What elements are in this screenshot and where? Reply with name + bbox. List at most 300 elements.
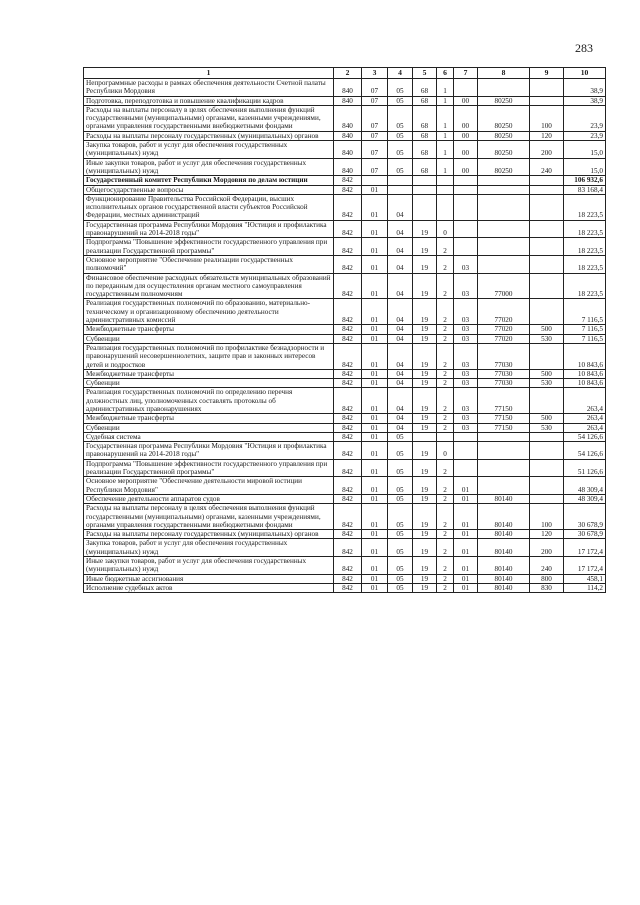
- activity-cell: 01: [454, 583, 478, 592]
- direction-cell: 77020: [478, 334, 530, 343]
- program-cell: 19: [413, 414, 437, 423]
- subprogram-cell: [437, 185, 454, 194]
- subprogram-cell: [437, 432, 454, 441]
- subprogram-cell: 1: [437, 96, 454, 105]
- subprogram-cell: 2: [437, 334, 454, 343]
- direction-cell: 80250: [478, 105, 530, 131]
- expense-type-cell: [530, 79, 564, 97]
- row-name-cell: Функционирование Правительства Российской Федерации, высших исполнительных органов государственной власти субъектов Российской Федерации, местных администраций: [84, 194, 334, 220]
- expense-type-cell: [530, 494, 564, 503]
- table-row: [84, 494, 606, 503]
- table-row: [84, 442, 606, 460]
- table-row: [84, 185, 606, 194]
- direction-cell: 77150: [478, 423, 530, 432]
- section-cell: 01: [362, 539, 388, 557]
- amount-cell: 10 843,6: [564, 369, 606, 378]
- amount-cell: 7 116,5: [564, 299, 606, 325]
- section-cell: 01: [362, 423, 388, 432]
- subsection-cell: 05: [388, 530, 413, 539]
- table-row: [84, 583, 606, 592]
- activity-cell: 03: [454, 414, 478, 423]
- row-name-cell: Государственная программа Республики Мордовия "Юстиция и профилактика правонарушений на 2014-2018 годы": [84, 442, 334, 460]
- program-cell: 19: [413, 423, 437, 432]
- header-cell: 1: [84, 68, 334, 79]
- budget-table: [83, 67, 606, 593]
- direction-cell: 80140: [478, 539, 530, 557]
- table-row: [84, 477, 606, 495]
- program-cell: 19: [413, 379, 437, 388]
- expense-type-cell: [530, 459, 564, 477]
- amount-cell: 263,4: [564, 423, 606, 432]
- activity-cell: [454, 194, 478, 220]
- table-row: [84, 557, 606, 575]
- section-cell: 01: [362, 477, 388, 495]
- subsection-cell: 04: [388, 369, 413, 378]
- header-cell: 8: [478, 68, 530, 79]
- gov-code-cell: 842: [334, 220, 362, 238]
- gov-code-cell: 840: [334, 158, 362, 176]
- header-row: [84, 68, 606, 79]
- direction-cell: 80250: [478, 158, 530, 176]
- table-body: [84, 79, 606, 593]
- activity-cell: 01: [454, 574, 478, 583]
- amount-cell: 18 223,5: [564, 255, 606, 273]
- activity-cell: 03: [454, 369, 478, 378]
- subsection-cell: 05: [388, 574, 413, 583]
- subprogram-cell: 2: [437, 459, 454, 477]
- program-cell: 19: [413, 504, 437, 530]
- gov-code-cell: 842: [334, 325, 362, 334]
- activity-cell: 00: [454, 96, 478, 105]
- subsection-cell: 05: [388, 96, 413, 105]
- subprogram-cell: 2: [437, 388, 454, 414]
- amount-cell: 38,9: [564, 96, 606, 105]
- amount-cell: 263,4: [564, 388, 606, 414]
- table-row: [84, 334, 606, 343]
- subsection-cell: 05: [388, 158, 413, 176]
- row-name-cell: Основное мероприятие "Обеспечение реализации государственных полномочий": [84, 255, 334, 273]
- program-cell: 19: [413, 334, 437, 343]
- direction-cell: 80140: [478, 504, 530, 530]
- row-name-cell: Иные бюджетные ассигнования: [84, 574, 334, 583]
- table-row: [84, 539, 606, 557]
- program-cell: 19: [413, 557, 437, 575]
- section-cell: 07: [362, 141, 388, 159]
- section-cell: 01: [362, 379, 388, 388]
- gov-code-cell: 840: [334, 131, 362, 140]
- gov-code-cell: 842: [334, 574, 362, 583]
- row-name-cell: Подпрограмма "Повышение эффективности государственного управления при реализации Государственной программы": [84, 459, 334, 477]
- gov-code-cell: 842: [334, 583, 362, 592]
- activity-cell: [454, 220, 478, 238]
- subsection-cell: 05: [388, 131, 413, 140]
- direction-cell: [478, 477, 530, 495]
- direction-cell: 77000: [478, 273, 530, 299]
- section-cell: 01: [362, 299, 388, 325]
- row-name-cell: Непрограммные расходы в рамках обеспечения деятельности Счетной палаты Республики Мордовия: [84, 79, 334, 97]
- activity-cell: 01: [454, 494, 478, 503]
- expense-type-cell: [530, 220, 564, 238]
- header-cell: 5: [413, 68, 437, 79]
- subprogram-cell: 2: [437, 369, 454, 378]
- gov-code-cell: 842: [334, 273, 362, 299]
- section-cell: 07: [362, 105, 388, 131]
- expense-type-cell: 830: [530, 583, 564, 592]
- table-row: [84, 530, 606, 539]
- expense-type-cell: 530: [530, 334, 564, 343]
- program-cell: 19: [413, 343, 437, 369]
- subsection-cell: 05: [388, 539, 413, 557]
- amount-cell: 15,0: [564, 141, 606, 159]
- section-cell: 07: [362, 158, 388, 176]
- activity-cell: 03: [454, 273, 478, 299]
- program-cell: 19: [413, 255, 437, 273]
- table-row: [84, 141, 606, 159]
- activity-cell: 00: [454, 141, 478, 159]
- row-name-cell: Расходы на выплаты персоналу государственных (муниципальных) органов: [84, 131, 334, 140]
- subprogram-cell: 1: [437, 158, 454, 176]
- section-cell: 07: [362, 96, 388, 105]
- program-cell: 68: [413, 79, 437, 97]
- program-cell: [413, 185, 437, 194]
- activity-cell: 01: [454, 530, 478, 539]
- gov-code-cell: 842: [334, 194, 362, 220]
- row-name-cell: Государственный комитет Республики Мордовия по делам юстиции: [84, 176, 334, 185]
- subprogram-cell: 1: [437, 131, 454, 140]
- section-cell: 01: [362, 343, 388, 369]
- direction-cell: 80140: [478, 494, 530, 503]
- subsection-cell: 04: [388, 194, 413, 220]
- amount-cell: 18 223,5: [564, 238, 606, 256]
- section-cell: 01: [362, 557, 388, 575]
- activity-cell: 03: [454, 334, 478, 343]
- row-name-cell: Межбюджетные трансферты: [84, 325, 334, 334]
- activity-cell: 01: [454, 504, 478, 530]
- amount-cell: 17 172,4: [564, 539, 606, 557]
- subprogram-cell: 2: [437, 574, 454, 583]
- table-row: [84, 96, 606, 105]
- row-name-cell: Иные закупки товаров, работ и услуг для обеспечения государственных (муниципальных) нужд: [84, 557, 334, 575]
- section-cell: 01: [362, 220, 388, 238]
- section-cell: 07: [362, 79, 388, 97]
- expense-type-cell: 200: [530, 141, 564, 159]
- row-name-cell: Иные закупки товаров, работ и услуг для обеспечения государственных (муниципальных) нужд: [84, 158, 334, 176]
- program-cell: 68: [413, 105, 437, 131]
- table-row: [84, 238, 606, 256]
- subprogram-cell: 2: [437, 414, 454, 423]
- section-cell: 01: [362, 494, 388, 503]
- expense-type-cell: 500: [530, 414, 564, 423]
- subsection-cell: 04: [388, 273, 413, 299]
- section-cell: 01: [362, 325, 388, 334]
- table-row: [84, 432, 606, 441]
- row-name-cell: Закупка товаров, работ и услуг для обеспечения государственных (муниципальных) нужд: [84, 539, 334, 557]
- page-number: 283: [575, 41, 593, 55]
- program-cell: 19: [413, 388, 437, 414]
- section-cell: 01: [362, 530, 388, 539]
- expense-type-cell: [530, 477, 564, 495]
- expense-type-cell: [530, 96, 564, 105]
- activity-cell: [454, 432, 478, 441]
- subprogram-cell: 2: [437, 423, 454, 432]
- section-cell: 01: [362, 369, 388, 378]
- expense-type-cell: 240: [530, 158, 564, 176]
- expense-type-cell: [530, 343, 564, 369]
- expense-type-cell: 200: [530, 539, 564, 557]
- amount-cell: 54 126,6: [564, 442, 606, 460]
- subsection-cell: 04: [388, 299, 413, 325]
- subsection-cell: 05: [388, 557, 413, 575]
- subsection-cell: 05: [388, 432, 413, 441]
- activity-cell: 00: [454, 158, 478, 176]
- gov-code-cell: 840: [334, 96, 362, 105]
- subprogram-cell: 1: [437, 105, 454, 131]
- amount-cell: 263,4: [564, 414, 606, 423]
- amount-cell: 17 172,4: [564, 557, 606, 575]
- subprogram-cell: 2: [437, 273, 454, 299]
- activity-cell: 03: [454, 343, 478, 369]
- expense-type-cell: [530, 238, 564, 256]
- program-cell: 19: [413, 299, 437, 325]
- row-name-cell: Основное мероприятие "Обеспечение деятельности мировой юстиции Республики Мордовия": [84, 477, 334, 495]
- activity-cell: 00: [454, 131, 478, 140]
- direction-cell: 80140: [478, 557, 530, 575]
- direction-cell: 77020: [478, 325, 530, 334]
- subsection-cell: 05: [388, 477, 413, 495]
- section-cell: [362, 176, 388, 185]
- program-cell: 19: [413, 220, 437, 238]
- direction-cell: 80250: [478, 141, 530, 159]
- expense-type-cell: 100: [530, 504, 564, 530]
- table-row: [84, 273, 606, 299]
- table-row: [84, 423, 606, 432]
- program-cell: 19: [413, 477, 437, 495]
- row-name-cell: Исполнение судебных актов: [84, 583, 334, 592]
- table-row: [84, 343, 606, 369]
- direction-cell: [478, 432, 530, 441]
- direction-cell: [478, 185, 530, 194]
- table-row: [84, 414, 606, 423]
- program-cell: 19: [413, 369, 437, 378]
- amount-cell: 30 678,9: [564, 504, 606, 530]
- activity-cell: 03: [454, 299, 478, 325]
- expense-type-cell: 500: [530, 369, 564, 378]
- amount-cell: 23,9: [564, 131, 606, 140]
- subprogram-cell: 0: [437, 442, 454, 460]
- direction-cell: [478, 79, 530, 97]
- direction-cell: [478, 176, 530, 185]
- row-name-cell: Подготовка, переподготовка и повышение квалификации кадров: [84, 96, 334, 105]
- section-cell: 01: [362, 185, 388, 194]
- gov-code-cell: 842: [334, 255, 362, 273]
- subsection-cell: 04: [388, 388, 413, 414]
- section-cell: 01: [362, 504, 388, 530]
- subsection-cell: 04: [388, 414, 413, 423]
- header-cell: 10: [564, 68, 606, 79]
- expense-type-cell: [530, 185, 564, 194]
- activity-cell: [454, 185, 478, 194]
- subsection-cell: 05: [388, 79, 413, 97]
- activity-cell: 01: [454, 557, 478, 575]
- amount-cell: 30 678,9: [564, 530, 606, 539]
- gov-code-cell: 842: [334, 557, 362, 575]
- subprogram-cell: 2: [437, 299, 454, 325]
- header-cell: 3: [362, 68, 388, 79]
- section-cell: 01: [362, 414, 388, 423]
- subsection-cell: 04: [388, 238, 413, 256]
- row-name-cell: Судебная система: [84, 432, 334, 441]
- subprogram-cell: 1: [437, 141, 454, 159]
- direction-cell: 77030: [478, 343, 530, 369]
- expense-type-cell: 500: [530, 325, 564, 334]
- gov-code-cell: 842: [334, 539, 362, 557]
- gov-code-cell: 840: [334, 105, 362, 131]
- table-row: [84, 194, 606, 220]
- subsection-cell: 04: [388, 255, 413, 273]
- row-name-cell: Расходы на выплаты персоналу в целях обеспечения выполнения функций государственными (муниципальными) органами, казенными учреждениями, органами управления государственными внебюджетными фондами: [84, 105, 334, 131]
- activity-cell: 03: [454, 388, 478, 414]
- expense-type-cell: 530: [530, 423, 564, 432]
- gov-code-cell: 842: [334, 185, 362, 194]
- subprogram-cell: 2: [437, 504, 454, 530]
- program-cell: 19: [413, 583, 437, 592]
- gov-code-cell: 842: [334, 459, 362, 477]
- amount-cell: 18 223,5: [564, 273, 606, 299]
- subprogram-cell: [437, 176, 454, 185]
- direction-cell: [478, 459, 530, 477]
- subsection-cell: [388, 176, 413, 185]
- row-name-cell: Обеспечение деятельности аппаратов судов: [84, 494, 334, 503]
- expense-type-cell: [530, 255, 564, 273]
- program-cell: 19: [413, 574, 437, 583]
- subprogram-cell: 2: [437, 494, 454, 503]
- subsection-cell: 05: [388, 494, 413, 503]
- subsection-cell: 05: [388, 141, 413, 159]
- activity-cell: [454, 79, 478, 97]
- header-cell: 9: [530, 68, 564, 79]
- program-cell: 68: [413, 158, 437, 176]
- direction-cell: [478, 220, 530, 238]
- expense-type-cell: 530: [530, 379, 564, 388]
- amount-cell: 18 223,5: [564, 194, 606, 220]
- subprogram-cell: 2: [437, 557, 454, 575]
- subprogram-cell: 2: [437, 379, 454, 388]
- row-name-cell: Субвенции: [84, 423, 334, 432]
- direction-cell: 77150: [478, 414, 530, 423]
- header-cell: 6: [437, 68, 454, 79]
- table-row: [84, 176, 606, 185]
- expense-type-cell: [530, 442, 564, 460]
- subsection-cell: 05: [388, 583, 413, 592]
- direction-cell: [478, 194, 530, 220]
- program-cell: 19: [413, 459, 437, 477]
- row-name-cell: Расходы на выплаты персоналу в целях обеспечения выполнения функций государственными (муниципальными) органами, казенными учреждениями, органами управления государственными внебюджетными фондами: [84, 504, 334, 530]
- activity-cell: 03: [454, 325, 478, 334]
- gov-code-cell: 842: [334, 299, 362, 325]
- section-cell: 01: [362, 273, 388, 299]
- row-name-cell: Межбюджетные трансферты: [84, 414, 334, 423]
- subprogram-cell: 1: [437, 79, 454, 97]
- table-row: [84, 105, 606, 131]
- program-cell: 68: [413, 141, 437, 159]
- subprogram-cell: 2: [437, 255, 454, 273]
- row-name-cell: Межбюджетные трансферты: [84, 369, 334, 378]
- expense-type-cell: [530, 176, 564, 185]
- program-cell: 19: [413, 494, 437, 503]
- table-row: [84, 459, 606, 477]
- direction-cell: [478, 255, 530, 273]
- section-cell: 01: [362, 583, 388, 592]
- amount-cell: 106 932,6: [564, 176, 606, 185]
- program-cell: [413, 176, 437, 185]
- subprogram-cell: 2: [437, 477, 454, 495]
- gov-code-cell: 842: [334, 494, 362, 503]
- section-cell: 01: [362, 194, 388, 220]
- expense-type-cell: 800: [530, 574, 564, 583]
- subprogram-cell: 2: [437, 539, 454, 557]
- amount-cell: 51 126,6: [564, 459, 606, 477]
- row-name-cell: Субвенции: [84, 379, 334, 388]
- direction-cell: 80250: [478, 131, 530, 140]
- gov-code-cell: 842: [334, 369, 362, 378]
- subprogram-cell: 2: [437, 343, 454, 369]
- gov-code-cell: 842: [334, 432, 362, 441]
- subsection-cell: 05: [388, 459, 413, 477]
- table-row: [84, 574, 606, 583]
- amount-cell: 114,2: [564, 583, 606, 592]
- table-row: [84, 325, 606, 334]
- row-name-cell: Финансовое обеспечение расходных обязательств муниципальных образований по переданным для осуществления органам местного самоуправления государственным полномочиям: [84, 273, 334, 299]
- section-cell: 01: [362, 574, 388, 583]
- direction-cell: 80140: [478, 574, 530, 583]
- gov-code-cell: 840: [334, 79, 362, 97]
- expense-type-cell: [530, 194, 564, 220]
- row-name-cell: Субвенции: [84, 334, 334, 343]
- row-name-cell: Реализация государственных полномочий по образованию, материально-техническому и организационному обеспечению деятельности административных комиссий: [84, 299, 334, 325]
- subprogram-cell: 2: [437, 530, 454, 539]
- subprogram-cell: 2: [437, 325, 454, 334]
- direction-cell: 77020: [478, 299, 530, 325]
- gov-code-cell: 842: [334, 379, 362, 388]
- subsection-cell: 05: [388, 504, 413, 530]
- direction-cell: 77030: [478, 379, 530, 388]
- table-row: [84, 379, 606, 388]
- expense-type-cell: 120: [530, 530, 564, 539]
- amount-cell: 18 223,5: [564, 220, 606, 238]
- gov-code-cell: 842: [334, 343, 362, 369]
- amount-cell: 10 843,6: [564, 379, 606, 388]
- amount-cell: 48 309,4: [564, 477, 606, 495]
- activity-cell: 01: [454, 477, 478, 495]
- program-cell: [413, 432, 437, 441]
- gov-code-cell: 842: [334, 442, 362, 460]
- section-cell: 01: [362, 255, 388, 273]
- activity-cell: [454, 176, 478, 185]
- subprogram-cell: 2: [437, 238, 454, 256]
- section-cell: 01: [362, 459, 388, 477]
- amount-cell: 23,9: [564, 105, 606, 131]
- activity-cell: [454, 442, 478, 460]
- amount-cell: 10 843,6: [564, 343, 606, 369]
- subsection-cell: 04: [388, 379, 413, 388]
- activity-cell: 01: [454, 539, 478, 557]
- direction-cell: 80140: [478, 530, 530, 539]
- amount-cell: 83 168,4: [564, 185, 606, 194]
- gov-code-cell: 842: [334, 530, 362, 539]
- program-cell: 68: [413, 131, 437, 140]
- program-cell: [413, 194, 437, 220]
- direction-cell: 80250: [478, 96, 530, 105]
